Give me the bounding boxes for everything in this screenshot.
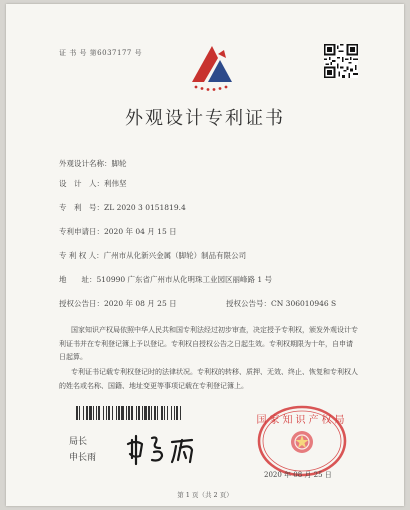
grant-date-field: 授权公告日：2020 年 08 月 25 日 bbox=[59, 299, 177, 308]
seal-date: 2020 年 08 月 25 日 bbox=[264, 471, 332, 479]
patent-office-emblem-icon bbox=[182, 40, 242, 92]
address-field: 地 址：510990 广东省广州市从化明珠工业园区丽峰路 1 号 bbox=[59, 275, 273, 284]
certificate-title: 外观设计专利证书 bbox=[125, 108, 285, 129]
director-name: 申长雨 bbox=[69, 453, 97, 463]
filing-date-field: 专利申请日：2020 年 04 月 15 日 bbox=[59, 227, 177, 236]
notice-paragraph: 国家知识产权局依照中华人民共和国专利法经过初步审查，决定授予专利权，颁发外观设计专利证书并在专利登记簿上予以登记。专利权自授权公告之日起生效。专利权期限为十年，自申请日起算。 bbox=[59, 326, 358, 361]
seal-text: 国家知识产权局 bbox=[256, 415, 348, 426]
grant-number-field: 授权公告号：CN 306010946 S bbox=[226, 299, 337, 308]
certificate-number: 证 书 号 第6037177 号 bbox=[59, 49, 143, 57]
design-name-field: 外观设计名称：脚轮 bbox=[59, 159, 127, 168]
qr-code bbox=[324, 44, 358, 78]
page-footer: 第 1 页（共 2 页） bbox=[177, 491, 233, 499]
director-title: 局长 bbox=[69, 437, 88, 447]
barcode bbox=[76, 406, 246, 420]
designer-field: 设 计 人：利伟坚 bbox=[59, 179, 127, 188]
patentee-field: 专 利 权 人：广州市从化新兴金属（脚轮）制品有限公司 bbox=[59, 251, 247, 260]
patent-number-field: 专 利 号：ZL 2020 3 0151819.4 bbox=[59, 203, 186, 212]
official-seal bbox=[256, 404, 348, 478]
handwritten-signature bbox=[126, 432, 206, 466]
notice-paragraph: 专利证书记载专利权登记时的法律状况。专利权的转移、质押、无效、终止、恢复和专利权人的姓名或名称、国籍、地址变更等事项记载在专利登记簿上。 bbox=[59, 368, 358, 390]
certificate-page bbox=[6, 4, 404, 506]
